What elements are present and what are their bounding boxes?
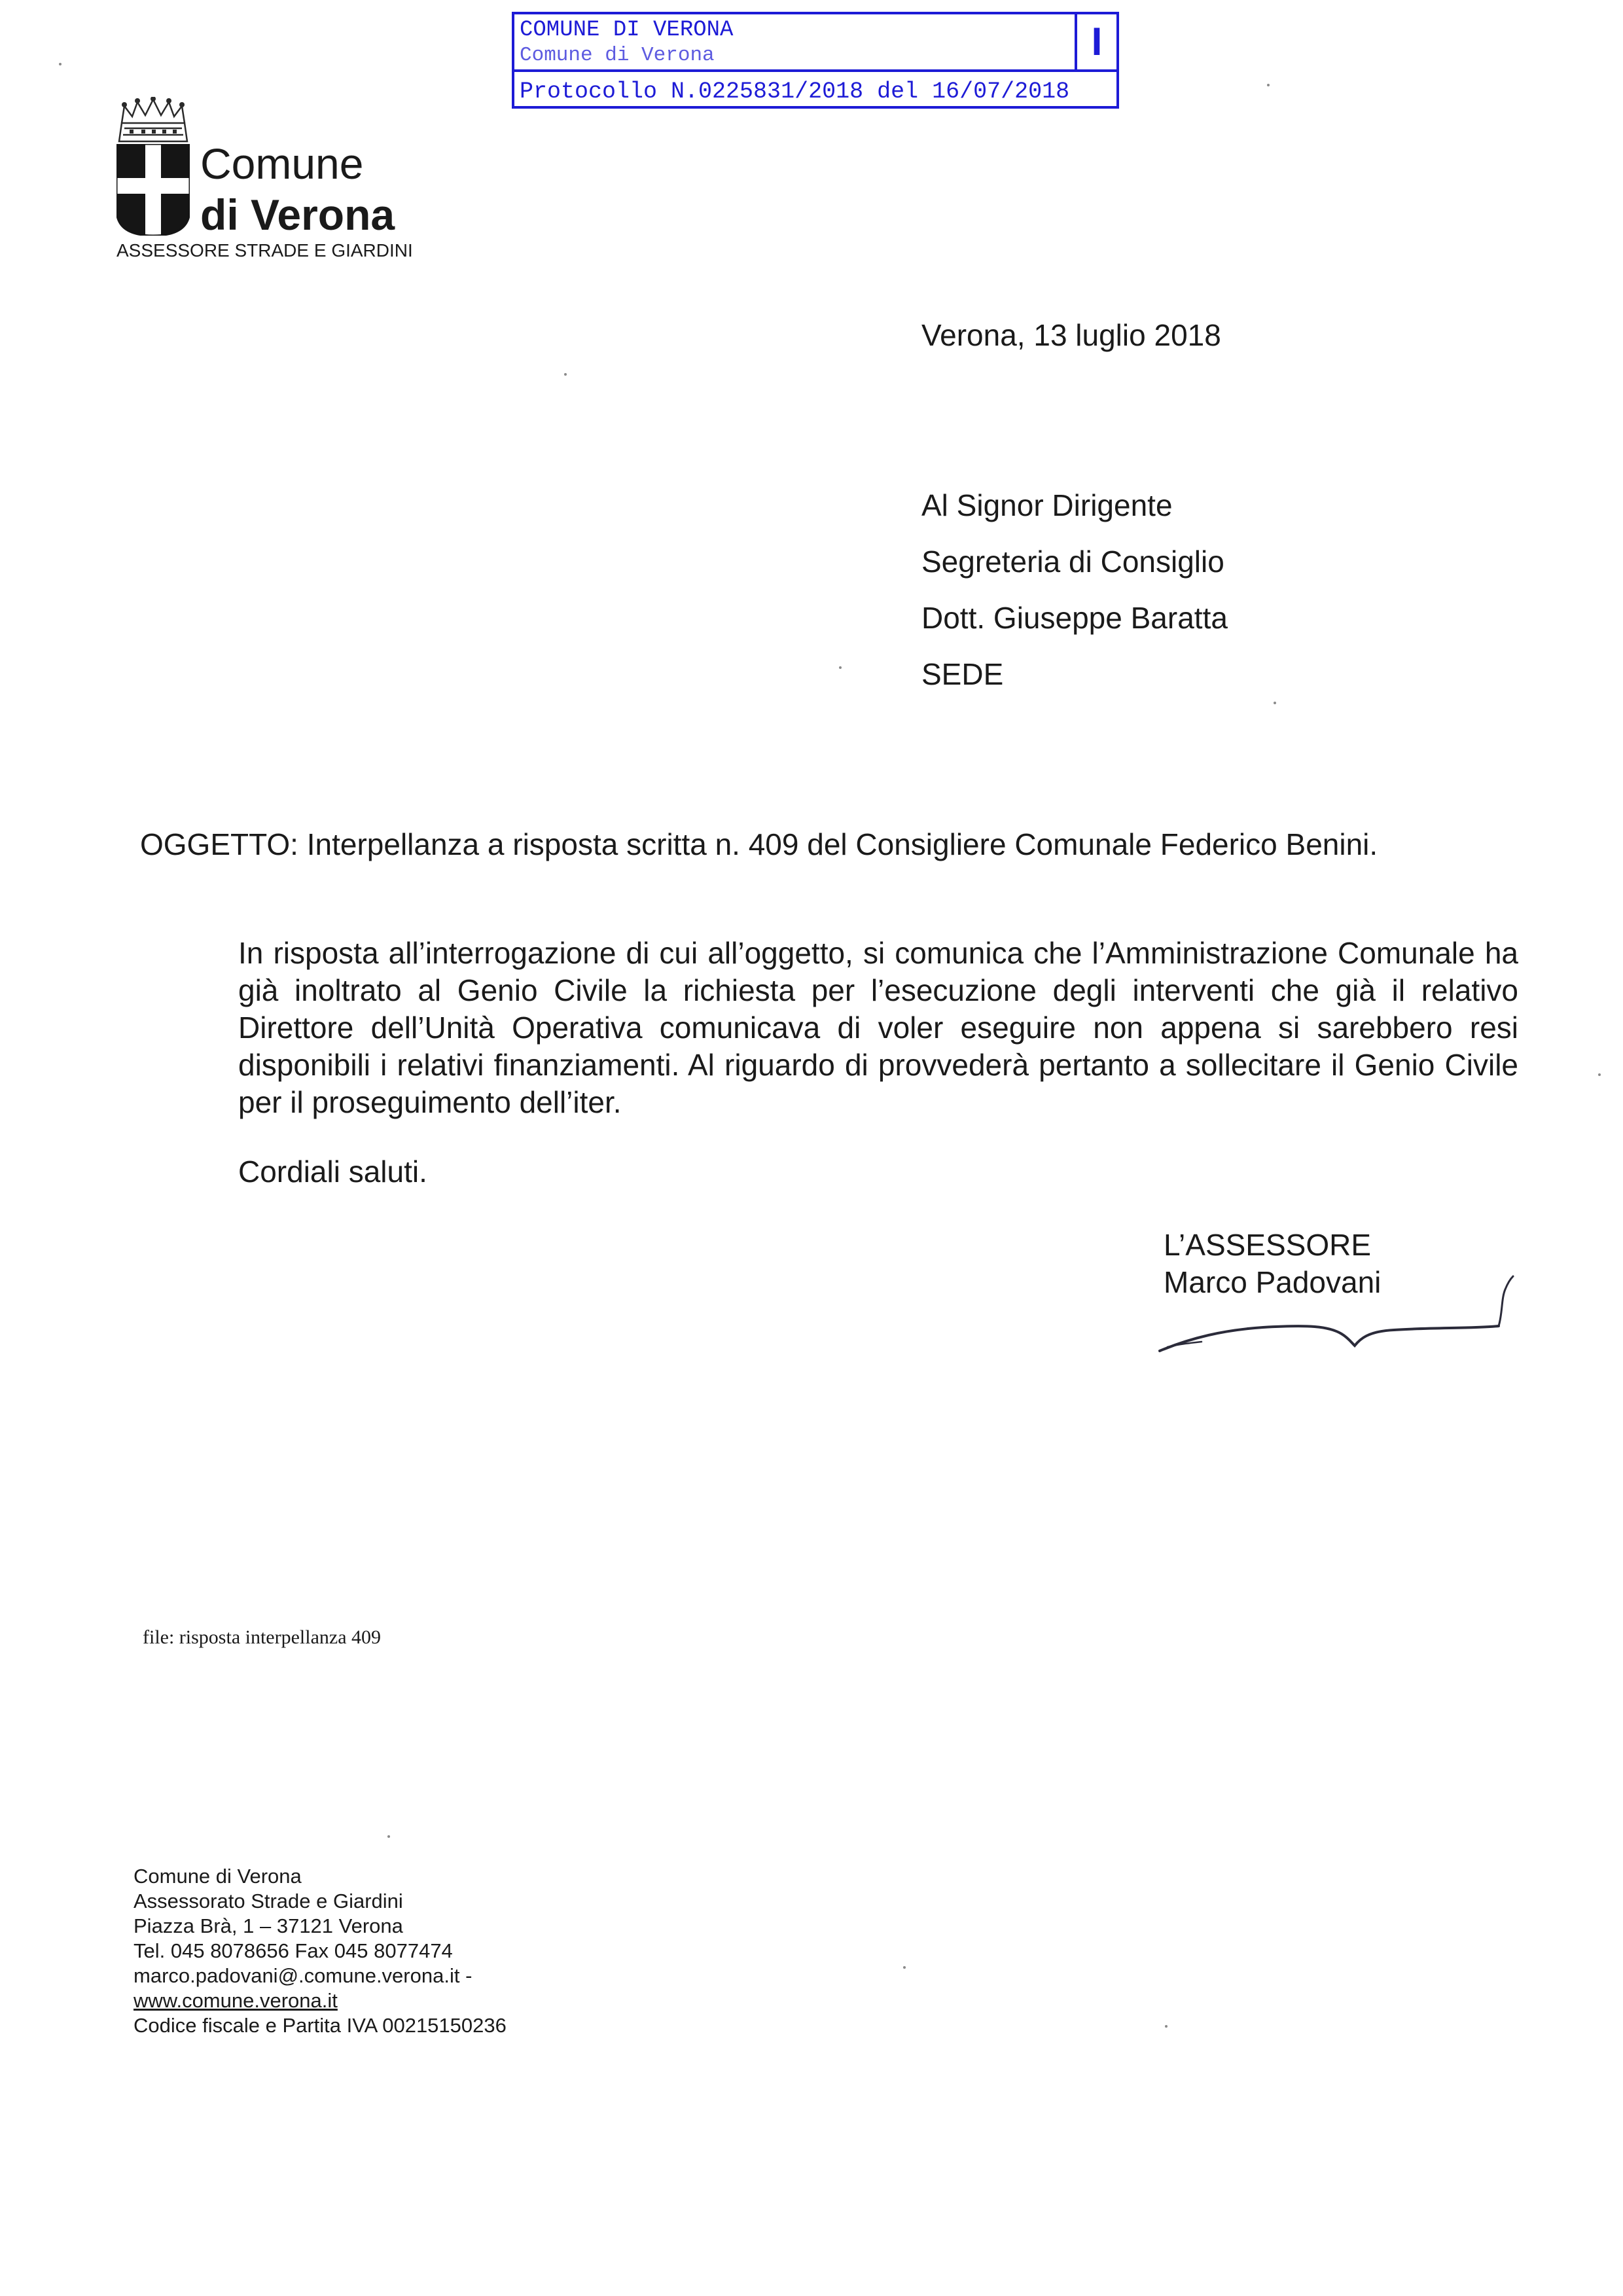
recipient-line: SEDE xyxy=(921,657,1004,691)
stamp-entity: COMUNE DI VERONA xyxy=(520,18,734,43)
protocol-stamp xyxy=(512,12,1119,109)
date-line: Verona, 13 luglio 2018 xyxy=(921,318,1221,352)
office-title: ASSESSORE STRADE E GIARDINI xyxy=(116,240,413,260)
recipient-line: Dott. Giuseppe Baratta xyxy=(921,601,1228,635)
stamp-header xyxy=(514,14,1116,72)
scan-speck xyxy=(387,1835,390,1838)
footer-line: Comune di Verona xyxy=(134,1865,302,1888)
subject-line: OGGETTO: Interpellanza a risposta scritta n. 409 del Consigliere Comunale Federico Benini. xyxy=(140,827,1378,861)
crown-icon xyxy=(115,97,191,145)
signatory-title: L’ASSESSORE xyxy=(1164,1228,1372,1262)
shield-cross-icon xyxy=(116,144,190,236)
stamp-flag: I xyxy=(1075,14,1116,69)
footer-line: Tel. 045 8078656 Fax 045 8077474 xyxy=(134,1939,453,1962)
footer-line: Codice fiscale e Partita IVA 00215150236 xyxy=(134,2014,507,2037)
body-text: In risposta all’interrogazione di cui all’oggetto, si comunica che l’Amministrazione Comunale ha già inoltrato al Genio Civile la richiesta per l’esecuzione degli interventi che già il relativo Direttore dell’Unità Operativa comunicava di voler eseguire non appena si sarebbero resi disponibili i relativi finanziamenti. Al riguardo di provvederà pertanto a sollecitare il Genio Civile per il proseguimento dell’iter. xyxy=(238,936,1518,1119)
recipient-line: Al Signor Dirigente xyxy=(921,488,1173,522)
scan-speck xyxy=(1267,84,1270,86)
scan-speck xyxy=(903,1966,906,1969)
scan-speck xyxy=(1274,702,1276,704)
recipient-block xyxy=(921,487,1228,712)
brand-name-line1: Comune xyxy=(200,139,364,188)
stamp-entity-sub: Comune di Verona xyxy=(520,44,715,67)
scan-speck xyxy=(59,63,62,65)
footer-line: Piazza Brà, 1 – 37121 Verona xyxy=(134,1914,403,1937)
closing-text: Cordiali saluti. xyxy=(238,1155,427,1189)
footer-address xyxy=(134,1864,507,2038)
scan-speck xyxy=(1165,2025,1168,2028)
footer-website-link[interactable]: www.comune.verona.it xyxy=(134,1989,338,2012)
brand-name-line2: di Verona xyxy=(200,190,395,239)
scan-speck xyxy=(1598,1073,1601,1076)
stamp-protocol-number: Protocollo N.0225831/2018 del 16/07/2018 xyxy=(520,79,1070,105)
file-note: file: risposta interpellanza 409 xyxy=(143,1626,382,1648)
scan-speck xyxy=(839,666,842,669)
footer-email: marco.padovani@.comune.verona.it - xyxy=(134,1964,473,1987)
scan-speck xyxy=(564,373,567,376)
handwritten-signature xyxy=(1152,1261,1518,1359)
recipient-line: Segreteria di Consiglio xyxy=(921,545,1224,579)
footer-line: Assessorato Strade e Giardini xyxy=(134,1890,403,1912)
body-paragraph xyxy=(162,935,1518,1121)
signatory-name: Marco Padovani xyxy=(1164,1265,1382,1299)
